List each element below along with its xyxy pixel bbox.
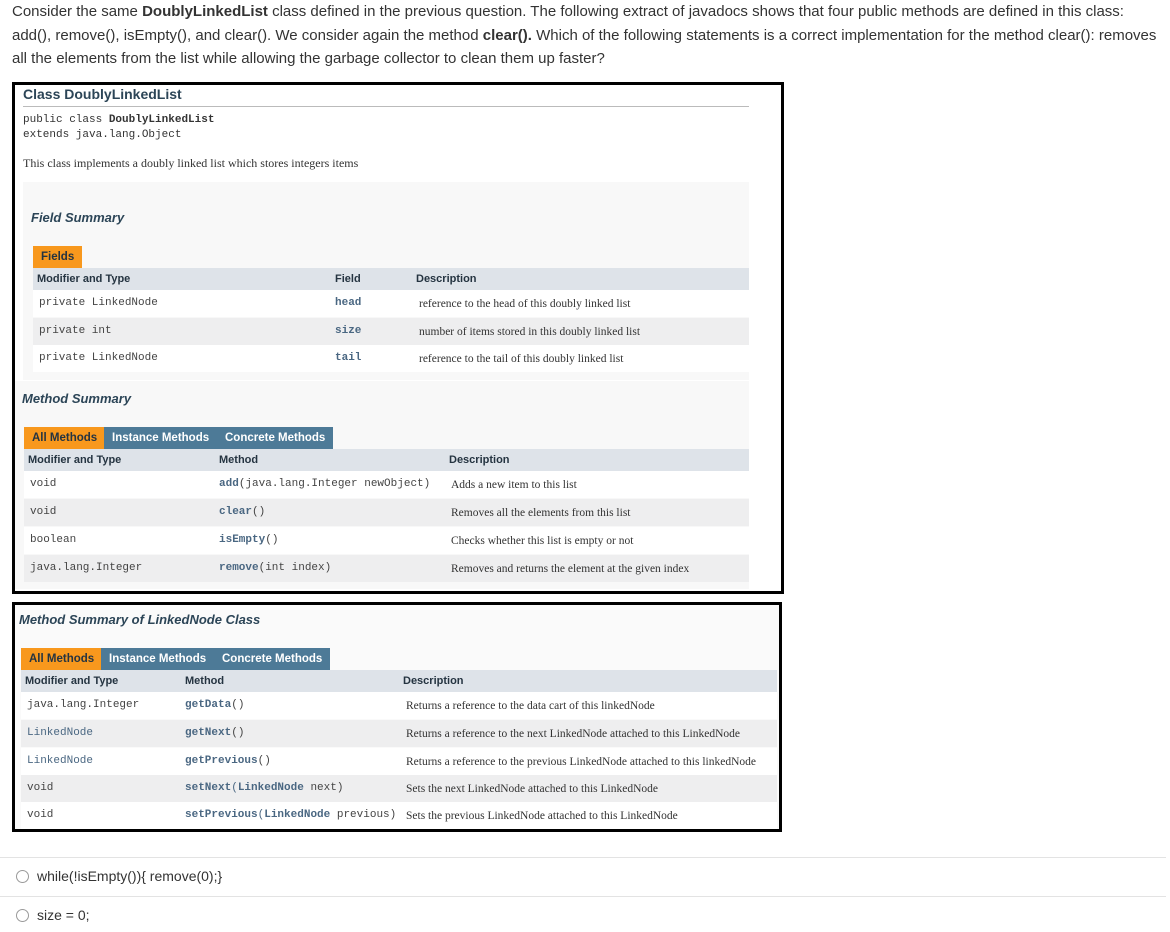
field-description: reference to the tail of this doubly linked list [419,353,624,365]
method-name-link[interactable]: getData [185,699,232,711]
tab-all-methods[interactable]: All Methods [24,427,105,449]
class-description: This class implements a doubly linked list which stores integers items [23,156,359,170]
sig-class-name: DoublyLinkedList [108,114,215,126]
node-method-signature [185,727,244,739]
param-name: next) [303,782,344,794]
table-row [24,555,749,582]
method-signature [219,506,265,518]
field-description: reference to the head of this doubly linked list [419,298,631,310]
method-summary-title: Method Summary [22,391,132,406]
class-extends: extends java.lang.Object [23,129,182,141]
class-title: Class DoublyLinkedList [23,86,182,102]
header-modifier-type: Modifier and Type [25,675,119,687]
node-method-description: Returns a reference to the previous LinkedNode attached to this linkedNode [406,756,756,768]
table-row [33,290,749,317]
method-name-link[interactable]: remove [219,562,259,574]
field-table-header [33,268,749,290]
option-divider [0,857,1166,858]
method-params: () [252,506,266,518]
method-description: Removes and returns the element at the given index [451,563,690,575]
method-type: boolean [30,534,77,546]
table-row [24,527,749,554]
node-method-type: void [27,809,54,821]
method-signature [219,478,430,490]
header-modifier-type: Modifier and Type [28,454,122,466]
method-description: Adds a new item to this list [451,479,577,491]
header-method: Method [185,675,225,687]
method-params: () [257,755,271,767]
method-params: () [231,699,245,711]
method-name-link[interactable]: getPrevious [185,755,258,767]
table-row [21,775,777,802]
node-method-description: Sets the previous LinkedNode attached to this LinkedNode [406,810,678,822]
tab-instance-methods[interactable]: Instance Methods [101,648,214,670]
field-type: private int [39,325,112,337]
field-summary-title: Field Summary [31,210,125,225]
question-part: Consider the same [12,3,143,20]
node-method-type-link[interactable]: LinkedNode [27,727,94,739]
node-method-description: Returns a reference to the next LinkedNode attached to this LinkedNode [406,728,741,740]
method-name-link[interactable]: setNext [185,782,232,794]
question-part: class defined in the previous question. The following extract of javadocs shows that four public methods are defined in this class: add(), remove(), isEmpty(), and clear(). We consider again the method [12,3,1124,44]
header-modifier-type: Modifier and Type [37,273,131,285]
header-description: Description [416,273,477,285]
answer-label: while(!isEmpty()){ remove(0);} [37,868,223,884]
answer-option-1[interactable] [16,866,222,886]
method-name-link[interactable]: clear [219,506,253,518]
header-description: Description [403,675,464,687]
method-name-link[interactable]: isEmpty [219,534,266,546]
method-params: (int index) [258,562,332,574]
table-row [21,802,777,829]
field-name-link[interactable]: head [335,297,362,309]
field-name-link[interactable]: size [335,325,362,337]
method-type: java.lang.Integer [30,562,143,574]
table-row [21,692,777,719]
question-bold: DoublyLinkedList [142,3,268,20]
tab-all-methods[interactable]: All Methods [21,648,102,670]
table-row [24,471,749,498]
param-type-link[interactable]: LinkedNode [264,809,331,821]
node-method-type: java.lang.Integer [27,699,140,711]
method-name-link[interactable]: add [219,478,239,490]
method-params: () [265,534,279,546]
question-text [12,0,1162,71]
node-method-summary-title: Method Summary of LinkedNode Class [19,612,261,627]
tab-concrete-methods[interactable]: Concrete Methods [214,648,330,670]
method-description: Checks whether this list is empty or not [451,535,634,547]
node-method-signature: setPrevious(LinkedNode previous) [185,809,397,821]
method-type: void [30,506,57,518]
node-method-table-header [21,670,777,692]
method-params: () [231,727,245,739]
param-name: previous) [330,809,397,821]
method-table-header [24,449,749,471]
question-part: Which of the following statements is a correct implementation for the method clear(): removes all the elements from the list while allowing the garbage collector to clean them up faster? [12,26,1157,67]
tab-fields[interactable]: Fields [33,246,82,268]
title-divider [23,106,749,107]
header-description: Description [449,454,510,466]
table-row [24,499,749,526]
method-signature [219,534,278,546]
tab-concrete-methods[interactable]: Concrete Methods [217,427,333,449]
field-description: number of items stored in this doubly linked list [419,326,641,338]
field-name-link[interactable]: tail [335,352,362,364]
radio-button[interactable] [16,909,29,922]
method-name-link[interactable]: setPrevious [185,809,258,821]
param-type-link[interactable]: LinkedNode [237,782,304,794]
node-method-description: Sets the next LinkedNode attached to this LinkedNode [406,783,658,795]
table-row [21,720,777,747]
radio-button[interactable] [16,870,29,883]
sig-prefix: public class [23,114,109,126]
node-method-signature: setNext(LinkedNode next) [185,782,344,794]
class-signature [23,114,214,126]
method-name-link[interactable]: getNext [185,727,232,739]
method-signature [219,562,331,574]
node-method-description: Returns a reference to the data cart of this linkedNode [406,700,655,712]
node-method-signature [185,755,271,767]
question-bold: clear(). [482,26,532,44]
option-divider [0,896,1166,897]
node-method-type-link[interactable]: LinkedNode [27,755,94,767]
header-method: Method [219,454,259,466]
tab-instance-methods[interactable]: Instance Methods [104,427,217,449]
answer-label: size = 0; [37,907,90,923]
table-row [33,345,749,372]
field-type: private LinkedNode [39,352,158,364]
method-description: Removes all the elements from this list [451,507,631,519]
method-params: (java.lang.Integer newObject) [238,478,431,490]
node-method-type: void [27,782,54,794]
field-type: private LinkedNode [39,297,158,309]
method-type: void [30,478,57,490]
answer-option-2[interactable] [16,905,90,925]
table-row [33,318,749,345]
header-field: Field [335,273,361,285]
node-method-signature [185,699,244,711]
table-row [21,748,777,775]
